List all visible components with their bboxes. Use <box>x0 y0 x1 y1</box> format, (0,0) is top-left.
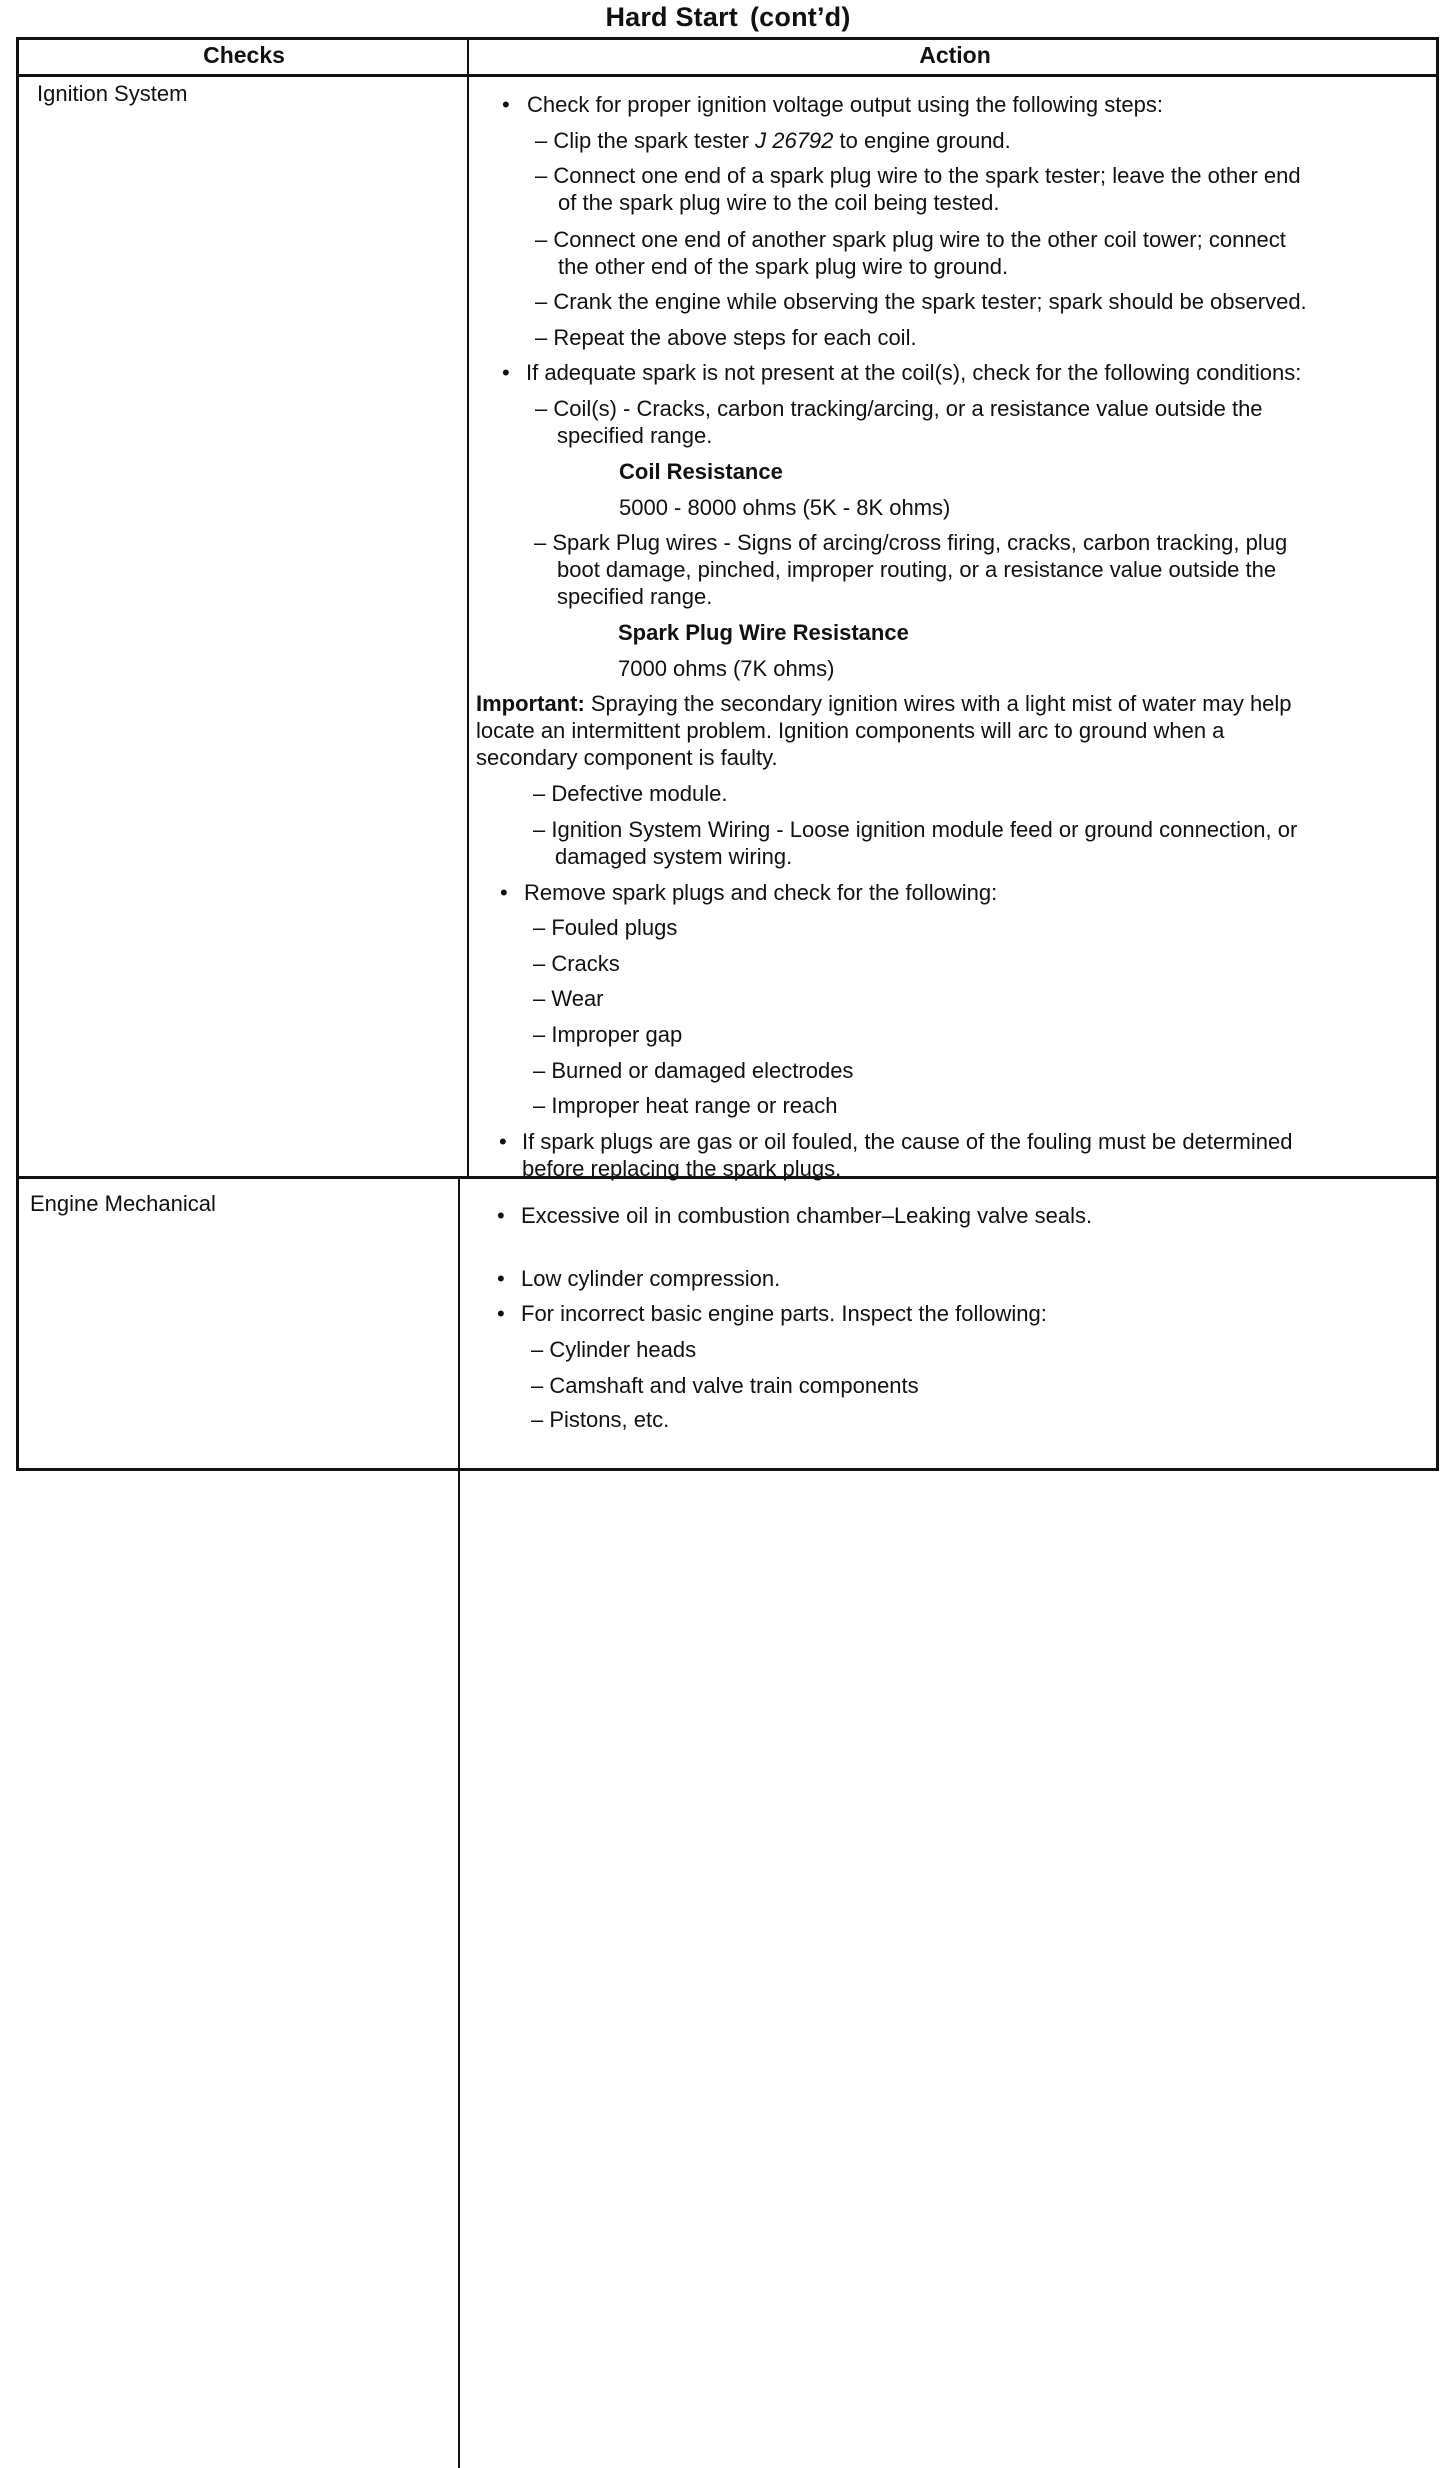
action-line: Check for proper ignition voltage output using the following steps: <box>527 92 1163 117</box>
bullet-dot: • <box>497 1301 505 1326</box>
action-line: – Wear <box>533 986 604 1011</box>
check-ignition-system: Ignition System <box>37 81 188 106</box>
action-line: boot damage, pinched, improper routing, or a resistance value outside the <box>557 557 1277 582</box>
action-line: – Spark Plug wires - Signs of arcing/cross firing, cracks, carbon tracking, plug <box>534 530 1288 555</box>
important-label: Important: <box>476 691 585 716</box>
check-engine-mechanical: Engine Mechanical <box>30 1191 216 1216</box>
action-line: Excessive oil in combustion chamber–Leaking valve seals. <box>521 1203 1093 1228</box>
bullet-dot: • <box>502 360 510 385</box>
header-checks: Checks <box>203 42 285 68</box>
action-line: – Cracks <box>533 951 620 976</box>
bullet-dot: • <box>500 880 508 905</box>
action-text: to engine ground. <box>833 128 1011 153</box>
action-line: – Ignition System Wiring - Loose ignition module feed or ground connection, or <box>533 817 1298 842</box>
action-line: – Connect one end of a spark plug wire to the spark tester; leave the other end <box>535 163 1301 188</box>
header-action: Action <box>919 42 991 68</box>
action-line: – Crank the engine while observing the spark tester; spark should be observed. <box>535 289 1307 314</box>
action-line: – Coil(s) - Cracks, carbon tracking/arcing, or a resistance value outside the <box>535 396 1263 421</box>
action-line: – Pistons, etc. <box>531 1407 670 1432</box>
page-title <box>0 2 1456 33</box>
action-line: – Connect one end of another spark plug wire to the other coil tower; connect <box>535 227 1286 252</box>
action-line: – Improper heat range or reach <box>533 1093 838 1118</box>
action-line: Remove spark plugs and check for the following: <box>524 880 998 905</box>
action-line: specified range. <box>557 423 713 448</box>
important-text: locate an intermittent problem. Ignition components will arc to ground when a <box>476 718 1225 743</box>
bullet-dot: • <box>499 1129 507 1154</box>
action-line: Low cylinder compression. <box>521 1266 781 1291</box>
action-line: the other end of the spark plug wire to ground. <box>558 254 1009 279</box>
important-note <box>476 690 1292 717</box>
action-line: – Cylinder heads <box>531 1337 697 1362</box>
troubleshooting-table <box>16 37 1439 1471</box>
table-header <box>19 40 1436 77</box>
bullet-dot: • <box>502 92 510 117</box>
action-line: of the spark plug wire to the coil being tested. <box>558 190 1000 215</box>
action-line: If adequate spark is not present at the coil(s), check for the following conditions: <box>526 360 1302 385</box>
title-continued: (cont’d) <box>749 2 851 32</box>
bullet-dot: • <box>497 1203 505 1228</box>
action-line: damaged system wiring. <box>555 844 793 869</box>
action-line: – Improper gap <box>533 1022 683 1047</box>
action-line: – Camshaft and valve train components <box>531 1373 919 1398</box>
action-line: For incorrect basic engine parts. Inspect the following: <box>521 1301 1047 1326</box>
spec-title-wire-resistance: Spark Plug Wire Resistance <box>618 620 909 645</box>
action-line: – Repeat the above steps for each coil. <box>535 325 917 350</box>
action-line: – Burned or damaged electrodes <box>533 1058 854 1083</box>
action-line: – Defective module. <box>533 781 728 806</box>
action-text: – Clip the spark tester <box>535 128 756 153</box>
important-text: Spraying the secondary ignition wires with a light mist of water may help <box>584 691 1292 716</box>
spec-title-coil-resistance: Coil Resistance <box>619 459 783 484</box>
action-line: If spark plugs are gas or oil fouled, the cause of the fouling must be determined <box>522 1129 1293 1154</box>
action-line: before replacing the spark plugs. <box>522 1156 842 1181</box>
spec-value-wire-resistance: 7000 ohms (7K ohms) <box>618 656 835 681</box>
title-main: Hard Start <box>605 2 738 32</box>
column-divider <box>467 40 469 1179</box>
important-text: secondary component is faulty. <box>476 745 778 770</box>
action-line <box>535 127 1011 154</box>
tool-number: J 26792 <box>755 128 834 153</box>
bullet-dot: • <box>497 1266 505 1291</box>
action-line: – Fouled plugs <box>533 915 678 940</box>
column-divider <box>458 1177 460 2468</box>
spec-value-coil-resistance: 5000 - 8000 ohms (5K - 8K ohms) <box>619 495 951 520</box>
action-line: specified range. <box>557 584 713 609</box>
